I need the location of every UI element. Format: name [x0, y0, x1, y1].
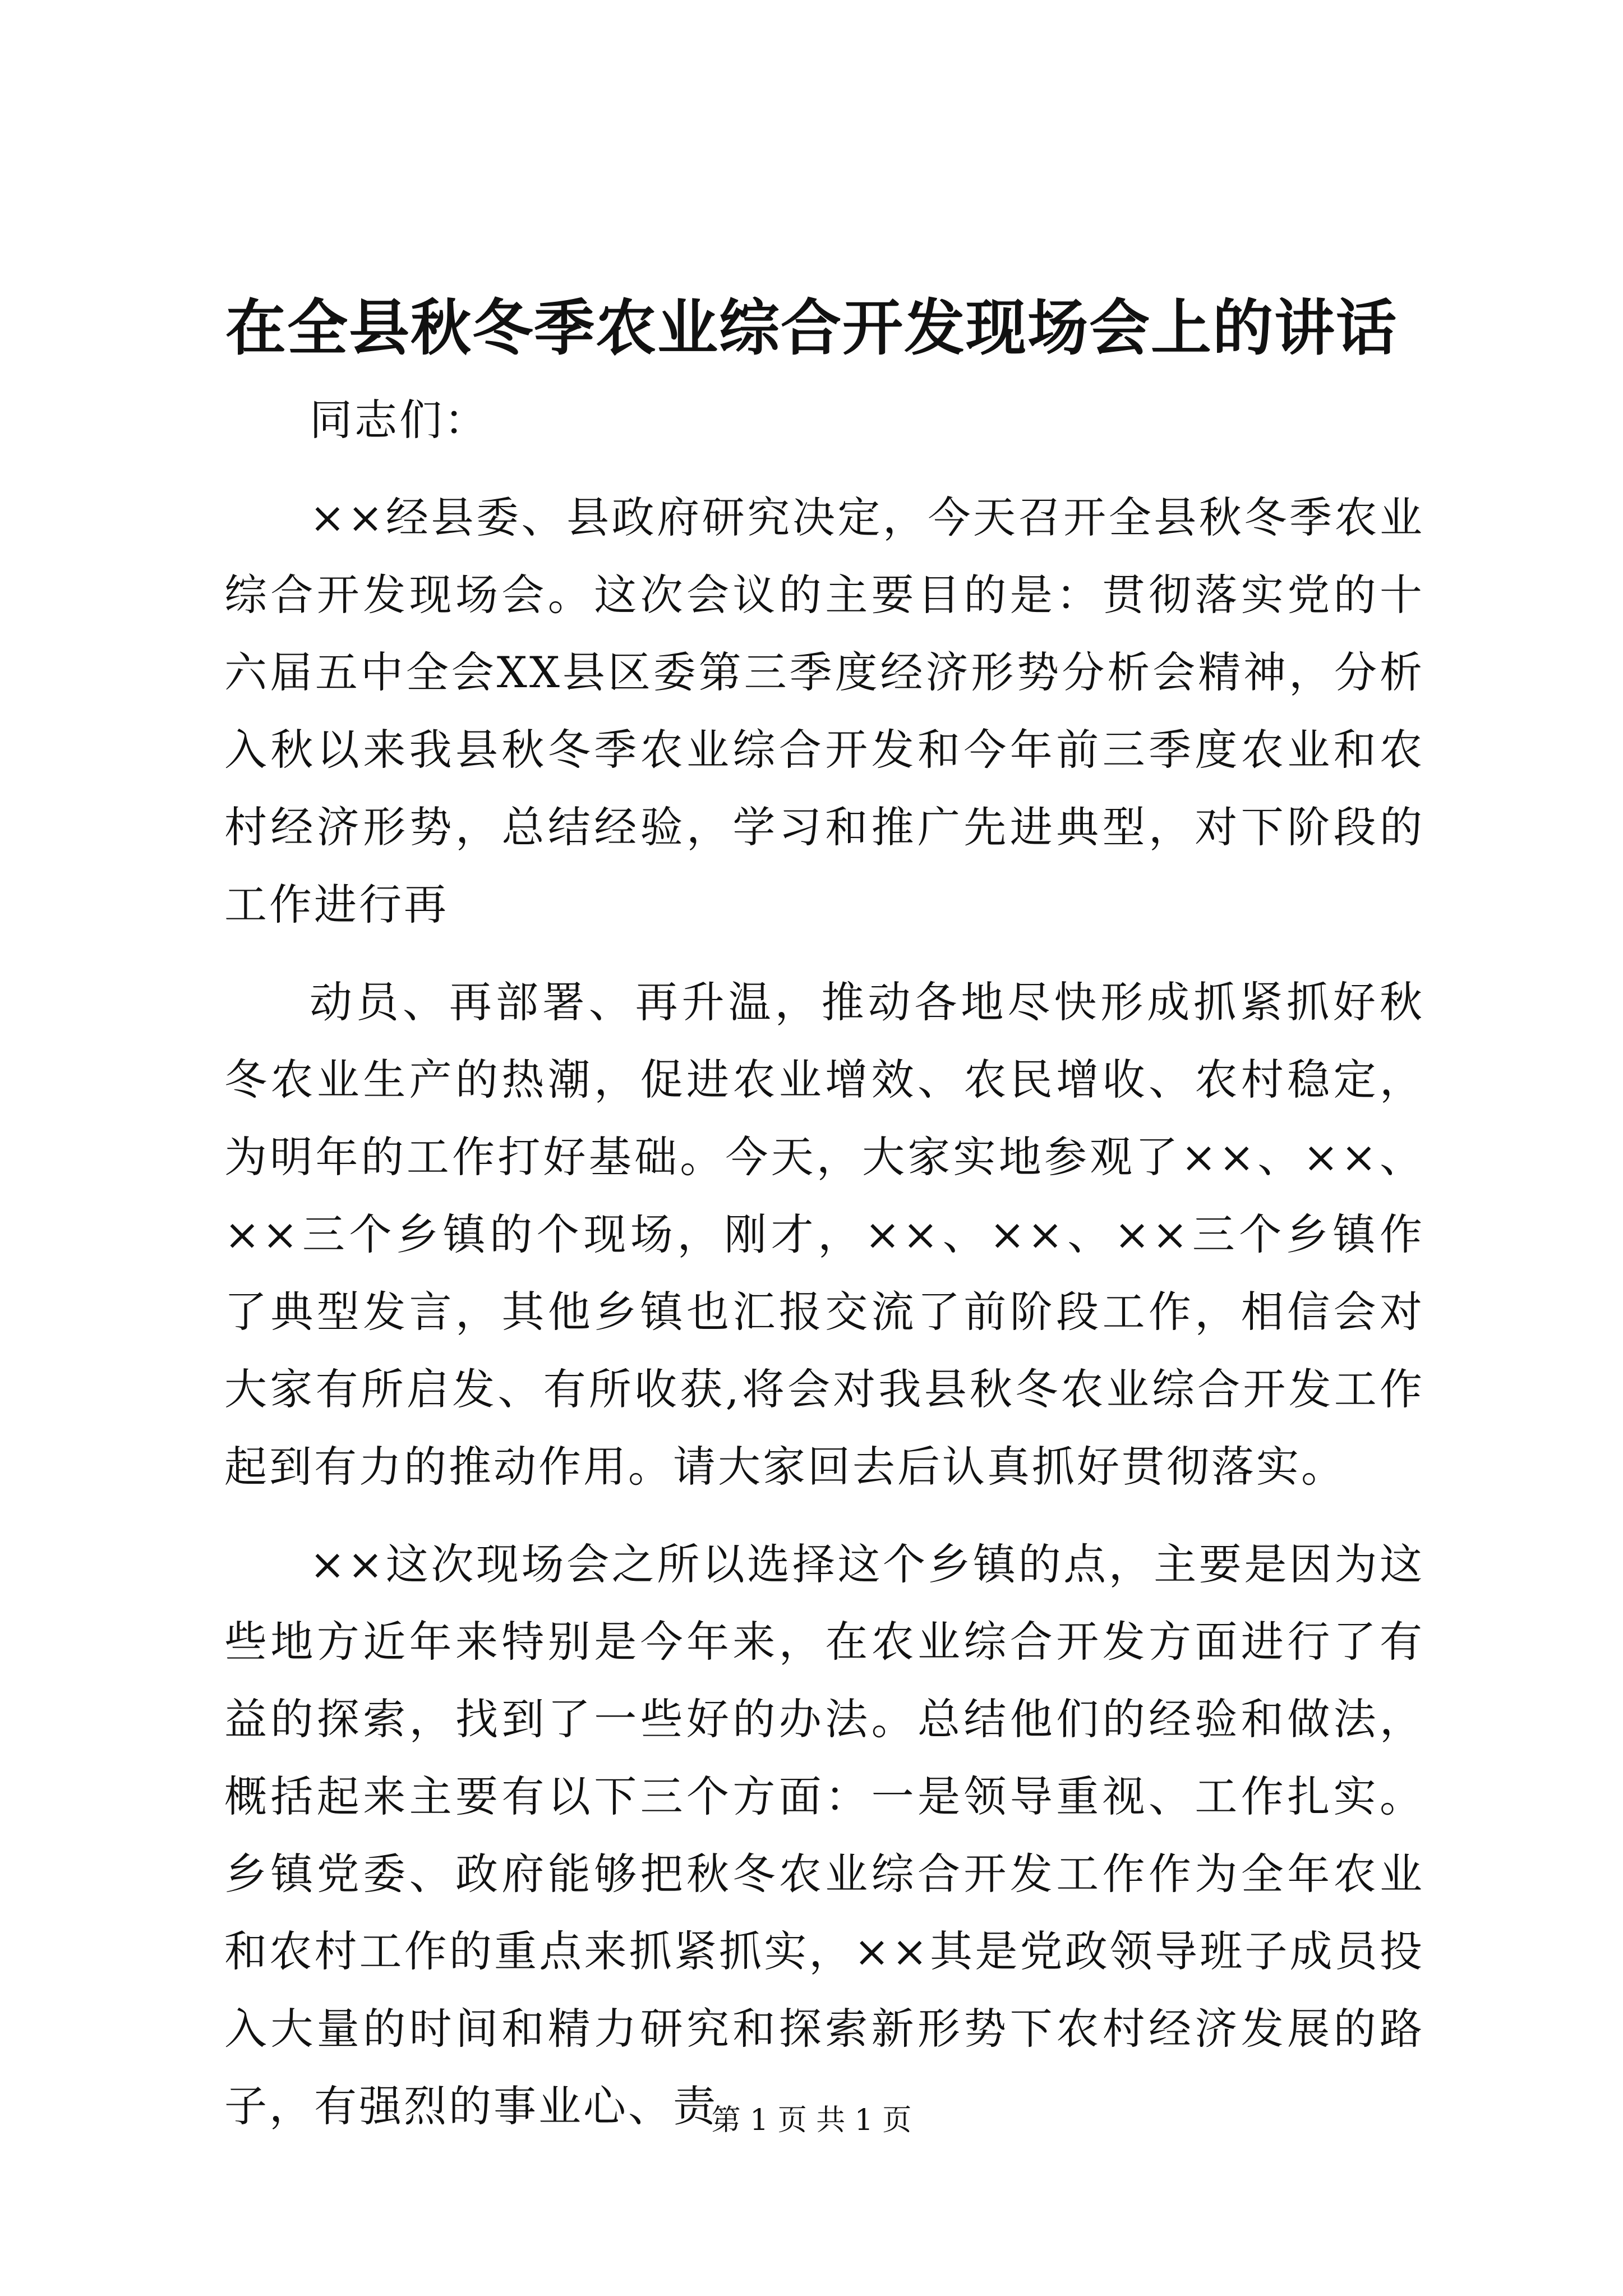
document-title: 在全县秋冬季农业综合开发现场会上的讲话 — [225, 293, 1398, 364]
page-footer — [0, 2098, 1623, 2143]
paragraph-3: ××这次现场会之所以选择这个乡镇的点，主要是因为这些地方近年来特别是今年来，在农业综合开发方面进行了有益的探索，找到了一些好的办法。总结他们的经验和做法，概括起来主要有以下三个方面：一是领导重视、工作扎实。乡镇党委、政府能够把秋冬农业综合开发工作作为全年农业和农村工作的重点来抓紧抓实，××其是党政领导班子成员投入大量的时间和精力研究和探索新形势下农村经济发展的路子，有强烈的事业心、责 — [224, 1539, 1424, 2131]
page-number-label: 第 1 页 共 1 页 — [711, 2104, 912, 2137]
document-body — [224, 381, 1424, 2165]
paragraph-2: 动员、再部署、再升温，推动各地尽快形成抓紧抓好秋冬农业生产的热潮，促进农业增效、农民增收、农村稳定，为明年的工作打好基础。今天，大家实地参观了××、××、××三个乡镇的个现场，刚才，××、××、××三个乡镇作了典型发言，其他乡镇也汇报交流了前阶段工作，相信会对大家有所启发、有所收获,将会对我县秋冬农业综合开发工作起到有力的推动作用。请大家回去后认真抓好贯彻落实。 — [224, 977, 1424, 1492]
paragraph-salutation: 同志们： — [310, 395, 489, 445]
paragraph-1: ××经县委、县政府研究决定，今天召开全县秋冬季农业综合开发现场会。这次会议的主要目的是：贯彻落实党的十六届五中全会XX县区委第三季度经济形势分析会精神，分析入秋以来我县秋冬季农业综合开发和今年前三季度农业和农村经济形势，总结经验，学习和推广先进典型，对下阶段的工作进行再 — [224, 493, 1424, 930]
